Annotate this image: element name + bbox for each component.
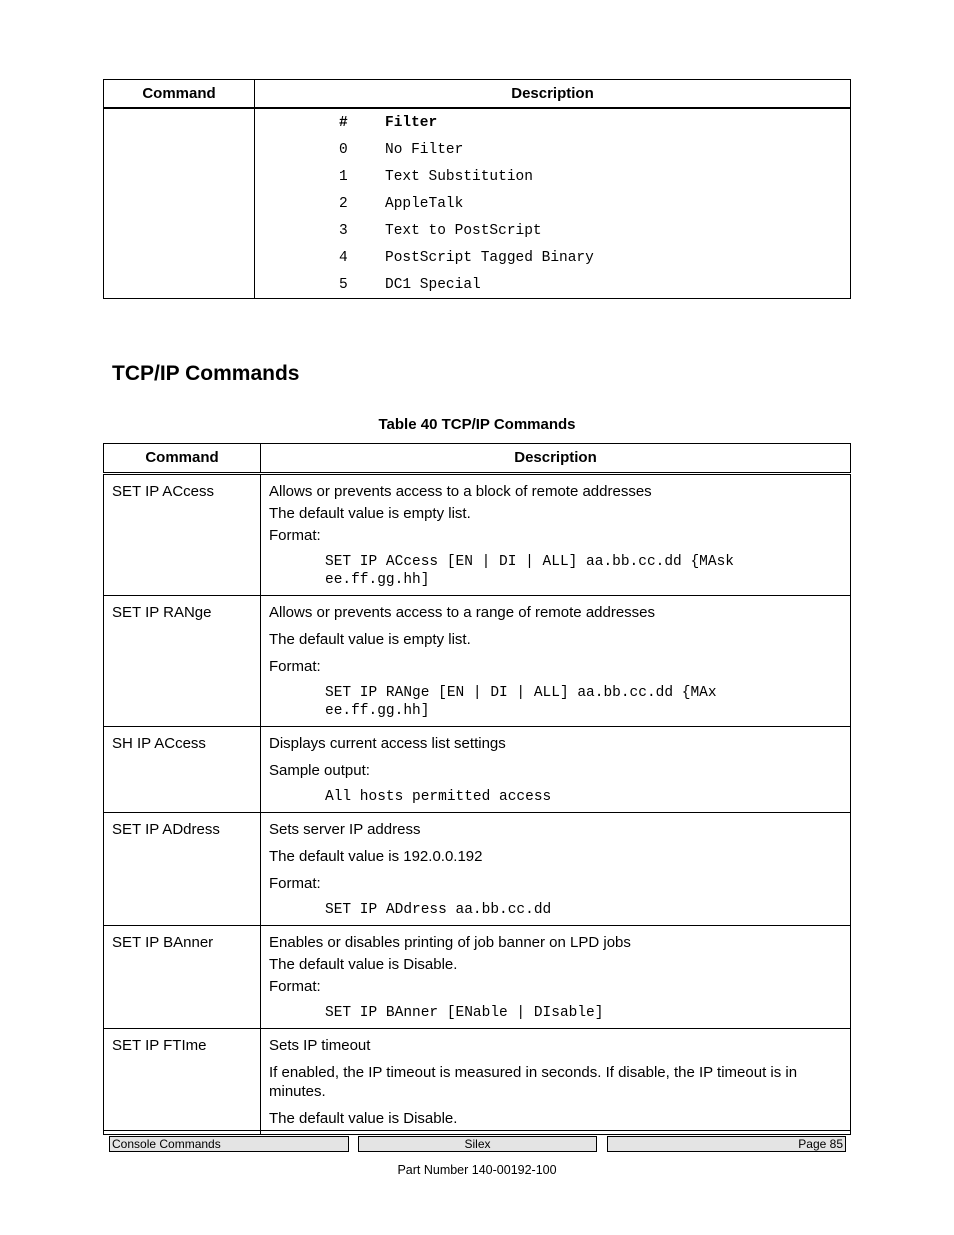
filter-name: No Filter — [385, 141, 464, 158]
table-row — [104, 926, 851, 1029]
footer-company: Silex — [358, 1136, 597, 1152]
table-row — [104, 474, 851, 596]
command-cell: SET IP FTIme — [104, 1029, 261, 1135]
description-cell — [261, 1029, 851, 1135]
description-line: Sets IP timeout — [269, 1037, 371, 1054]
table-row — [104, 1029, 851, 1135]
code-sample: SET IP RANge [EN | DI | ALL] aa.bb.cc.dd {MAx ee.ff.gg.hh] — [325, 685, 717, 719]
description-line: Format: — [269, 875, 321, 892]
filter-number: 4 — [339, 249, 348, 266]
description-line: The default value is empty list. — [269, 505, 471, 522]
description-line: Sets server IP address — [269, 821, 421, 838]
filter-number: 2 — [339, 195, 348, 212]
empty-command-cell — [104, 108, 255, 299]
command-cell: SH IP ACcess — [104, 727, 261, 813]
description-line: The default value is 192.0.0.192 — [269, 848, 483, 865]
code-sample: All hosts permitted access — [325, 789, 552, 805]
filter-name: AppleTalk — [385, 195, 464, 212]
description-cell — [261, 727, 851, 813]
filter-list-header — [255, 109, 850, 136]
table-caption: Table 40 TCP/IP Commands — [378, 416, 576, 433]
footer-chapter: Console Commands — [109, 1136, 349, 1152]
footer-divider — [103, 1130, 851, 1131]
code-sample: SET IP ACcess [EN | DI | ALL] aa.bb.cc.dd {MAsk ee.ff.gg.hh] — [325, 554, 734, 588]
table-row — [104, 727, 851, 813]
command-cell: SET IP ACcess — [104, 474, 261, 596]
filter-name: Text to PostScript — [385, 222, 542, 239]
description-line: Displays current access list settings — [269, 735, 506, 752]
list-item — [255, 163, 850, 190]
filter-name: Text Substitution — [385, 168, 533, 185]
list-item — [255, 190, 850, 217]
footer-page-number: Page 85 — [607, 1136, 846, 1152]
filter-number: 0 — [339, 141, 348, 158]
description-line: Enables or disables printing of job banner on LPD jobs — [269, 934, 631, 951]
filter-number: 5 — [339, 276, 348, 293]
description-line: Format: — [269, 658, 321, 675]
list-item — [255, 217, 850, 244]
command-cell: SET IP BAnner — [104, 926, 261, 1029]
filter-number: 3 — [339, 222, 348, 239]
column-header-command: Command — [104, 444, 261, 474]
table-row — [104, 596, 851, 727]
filter-name-header: Filter — [385, 114, 438, 131]
description-line: The default value is Disable. — [269, 1110, 458, 1127]
list-item — [255, 136, 850, 163]
description-line: Sample output: — [269, 762, 370, 779]
description-line: If enabled, the IP timeout is measured in seconds. If disable, the IP timeout is in minutes. — [269, 1064, 798, 1100]
description-cell — [261, 474, 851, 596]
description-line: The default value is Disable. — [269, 956, 458, 973]
table-row — [104, 813, 851, 926]
part-number: Part Number 140-00192-100 — [397, 1163, 557, 1177]
column-header-command: Command — [104, 80, 255, 109]
filter-number-header: # — [339, 114, 348, 131]
description-cell — [261, 926, 851, 1029]
filter-name: DC1 Special — [385, 276, 481, 293]
section-heading: TCP/IP Commands — [112, 362, 300, 385]
command-cell: SET IP ADdress — [104, 813, 261, 926]
description-line: Format: — [269, 527, 321, 544]
filter-name: PostScript Tagged Binary — [385, 249, 594, 266]
code-sample: SET IP ADdress aa.bb.cc.dd — [325, 902, 552, 918]
column-header-description: Description — [261, 444, 851, 474]
description-line: The default value is empty list. — [269, 631, 471, 648]
filter-number: 1 — [339, 168, 348, 185]
description-line: Format: — [269, 978, 321, 995]
tcp-ip-commands-table — [103, 443, 851, 1135]
column-header-description: Description — [255, 80, 851, 109]
description-line: Allows or prevents access to a block of remote addresses — [269, 483, 652, 500]
filter-list-cell — [255, 108, 851, 299]
command-cell: SET IP RANge — [104, 596, 261, 727]
filter-table — [103, 79, 851, 299]
list-item — [255, 244, 850, 271]
description-line: Allows or prevents access to a range of remote addresses — [269, 604, 656, 621]
code-sample: SET IP BAnner [ENable | DIsable] — [325, 1005, 604, 1021]
description-cell — [261, 813, 851, 926]
description-cell — [261, 596, 851, 727]
list-item — [255, 271, 850, 298]
